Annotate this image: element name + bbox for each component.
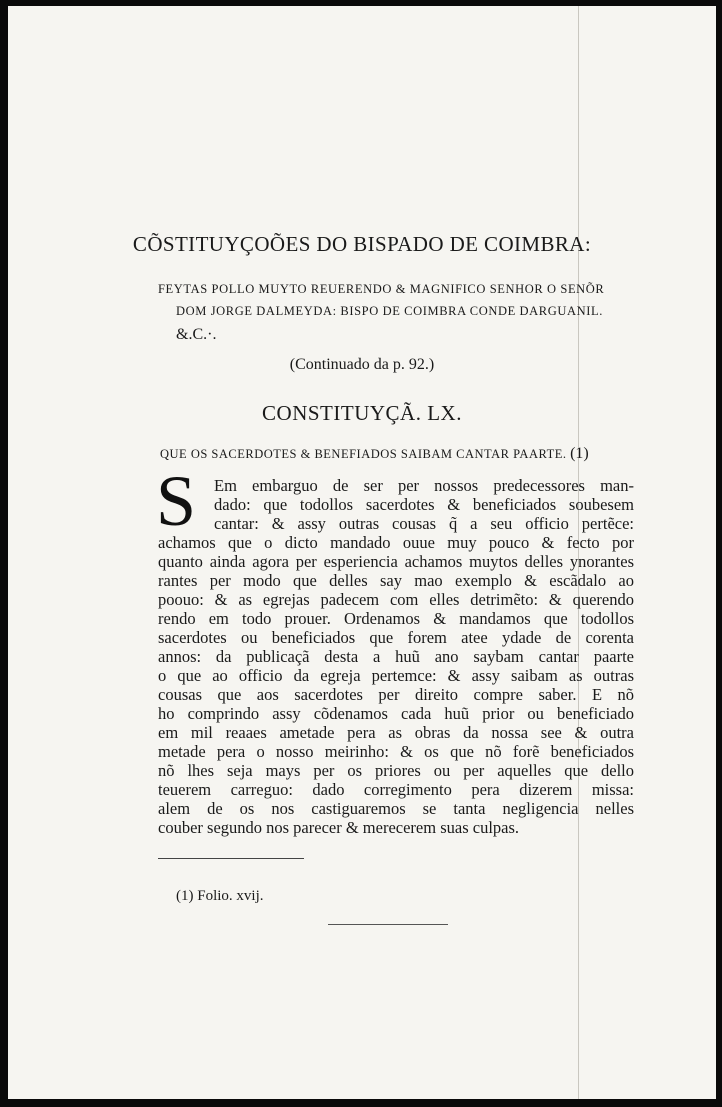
body-line: annos: da publicaçã desta a huũ ano saybam cantar paarte xyxy=(158,647,634,666)
section-subheading xyxy=(160,445,589,463)
body-line: em mil reaaes ametade pera as obras da nossa see & outra xyxy=(158,723,634,742)
body-line: ho comprindo assy cõdenamos cada huũ prior ou beneficiado xyxy=(158,704,634,723)
subtitle-line-2: DOM JORGE DALMEYDA: BISPO DE COIMBRA CONDE DARGUANIL. xyxy=(176,304,603,318)
footnote: (1) Folio. xvij. xyxy=(176,888,264,904)
body-line: alem de os nos castiguaremos se tanta negligencia nelles xyxy=(158,799,634,818)
subtitle-line-1: FEYTAS POLLO MUYTO REUERENDO & MAGNIFICO SENHOR O SENÕR xyxy=(158,282,605,296)
body-line: rendo em todo prouer. Ordenamos & mandamos que todollos xyxy=(158,609,634,628)
subheading-text: QUE OS SACERDOTES & BENEFIADOS SAIBAM CANTAR PAARTE. xyxy=(160,447,567,461)
body-line: couber segundo nos parecer & merecerem suas culpas. xyxy=(158,818,520,837)
body-line: quanto ainda agora per esperiencia achamos muytos delles ynorantes xyxy=(158,552,634,571)
body-line: metade pera o nosso meirinho: & os que nõ forẽ beneficiados xyxy=(158,742,634,761)
document-title: CÕSTITUYÇOÕES DO BISPADO DE COIMBRA: xyxy=(132,232,592,256)
body-line: sacerdotes ou beneficiados que forem atee ydade de corenta xyxy=(158,628,634,647)
end-rule xyxy=(328,924,448,925)
subtitle-line-3: &.C.·. xyxy=(176,326,217,343)
body-line: o que ao officio da egreja pertemce: & assy saibam as outras xyxy=(158,666,634,685)
body-line: nõ lhes seja mays per os priores ou per aquelles que dello xyxy=(158,761,634,780)
body-line: Em embarguo de ser per nossos predecessores man- xyxy=(214,476,634,495)
footnote-marker: (1) xyxy=(570,445,589,462)
continuation-note: (Continuado da p. 92.) xyxy=(289,356,435,373)
body-line: achamos que o dicto mandado ouue muy pouco & fecto por xyxy=(158,533,634,552)
body-line: cantar: & assy outras cousas q̃ a seu officio pertẽce: xyxy=(214,514,634,533)
body-line: rantes per modo que delles say mao exemplo & escãdalo ao xyxy=(158,571,634,590)
body-line: dado: que todollos sacerdotes & beneficiados soubesem xyxy=(214,495,634,514)
body-line: cousas que aos sacerdotes per direito compre saber. E nõ xyxy=(158,685,634,704)
section-heading: CONSTITUYÇÃ. LX. xyxy=(262,401,462,425)
body-line: teuerem carreguo: dado corregimento pera dizerem missa: xyxy=(158,780,634,799)
footnote-separator xyxy=(158,858,304,859)
drop-cap: S xyxy=(156,461,197,541)
page-scan xyxy=(8,6,716,1099)
body-line: poouo: & as egrejas padecem com elles detrimẽto: & querendo xyxy=(158,590,634,609)
